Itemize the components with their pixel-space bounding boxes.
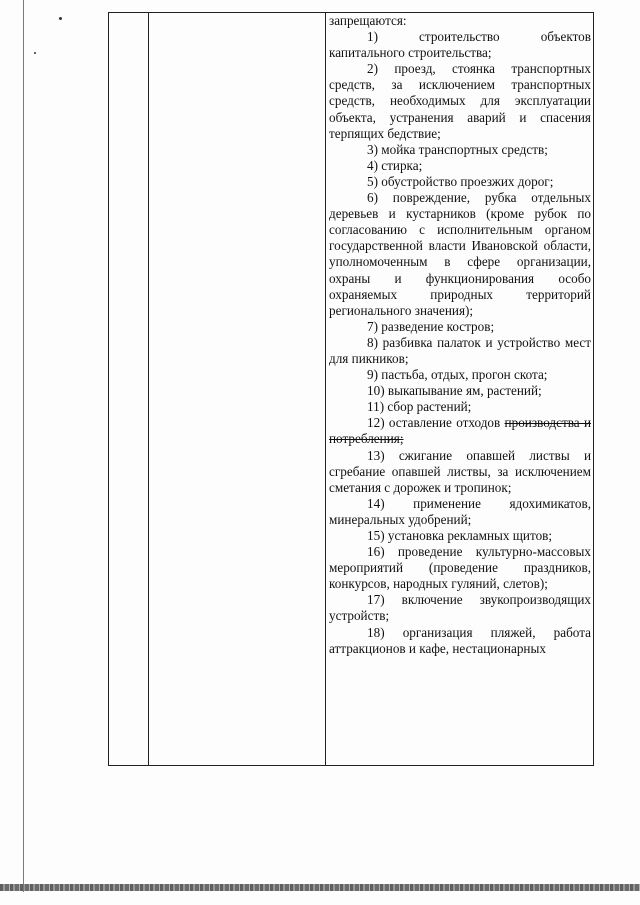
scan-bottom-edge (0, 884, 640, 891)
table-row (109, 13, 594, 766)
regulation-table (108, 12, 594, 766)
list-item: 6) повреждение, рубка отдельных деревьев и кустарников (кроме рубок по согласованию с исполнительным органом государственной власти Ивановской области, уполномоченным в сфере организации, охраны и функционирования особо охраняемых природных территорий регионального значения); (329, 190, 591, 318)
list-item: 7) разведение костров; (367, 318, 495, 334)
number-cell (109, 13, 149, 766)
name-cell (149, 13, 326, 766)
list-item: 1) строительство объектов капитального строительства; (329, 29, 591, 61)
list-item: 5) обустройство проезжих дорог; (367, 173, 554, 189)
list-item: 4) стирка; (367, 157, 423, 173)
list-item: 2) проезд, стоянка транспортных средств, за исключением транспортных средств, необходимых для эксплуатации объекта, устранения аварий и спасения терпящих бедствие; (329, 61, 591, 141)
list-item: 3) мойка транспортных средств; (367, 141, 548, 157)
scan-speck (59, 17, 62, 20)
list-item: 15) установка рекламных щитов; (367, 528, 553, 543)
list-item: 8) разбивка палаток и устройство мест для пикников; (329, 334, 591, 366)
list-item-12 (329, 415, 591, 447)
list-item: 10) выкапывание ям, растений; (367, 383, 542, 399)
list-item: 11) сбор растений; (367, 399, 472, 415)
page-left-border (23, 0, 24, 892)
list-item: 18) организация пляжей, работа аттракционов и кафе, нестационарных (329, 624, 591, 656)
struck-text: производства и потребления; (329, 415, 592, 447)
regime-cell (326, 13, 594, 766)
list-item: 16) проведение культурно-массовых мероприятий (проведение праздников, конкурсов, народных гуляний, слетов); (329, 544, 591, 592)
list-item: 17) включение звукопроизводящих устройств; (329, 592, 591, 624)
list-item: 13) сжигание опавшей листвы и сгребание опавшей листвы, за исключением сметания с дорожек и тропинок; (329, 447, 591, 495)
scan-speck (34, 52, 36, 54)
item12-start: 12) оставление отходов (367, 415, 501, 431)
list-item: 9) пастьба, отдых, прогон скота; (367, 367, 548, 383)
list-item: 14) применение ядохимикатов, минеральных удобрений; (329, 495, 591, 527)
intro-text: запрещаются: (329, 13, 407, 28)
